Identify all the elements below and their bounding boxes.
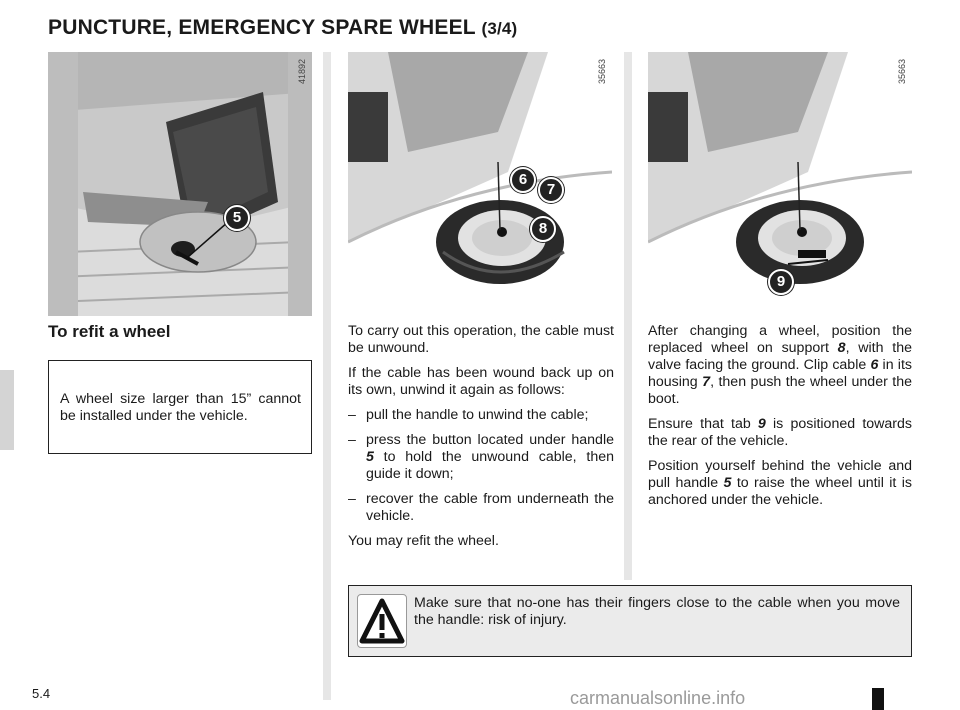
- boot-photo: [48, 52, 312, 316]
- wheel-tab-illustration: [648, 52, 912, 316]
- watermark: carmanualsonline.info: [570, 688, 746, 708]
- image-code-35663-a: 35663: [597, 58, 607, 84]
- middle-column-text: [348, 323, 614, 558]
- step-text: recover the cable from underneath the vehicle.: [366, 491, 614, 524]
- ref-number: 6: [870, 357, 879, 373]
- list-dash: –: [348, 432, 356, 448]
- ref-number: 8: [837, 340, 846, 356]
- column-divider-right: [624, 52, 632, 580]
- ref-number: 5: [723, 475, 732, 491]
- step-text: pull the handle to unwind the cable;: [366, 407, 589, 423]
- section-heading: To refit a wheel: [48, 322, 171, 341]
- refit-paragraph: [648, 323, 912, 408]
- ref-number: 5: [366, 449, 374, 465]
- section-tab-marker: [0, 370, 14, 450]
- step-text-part: to hold the unwound cable, then guide it down;: [366, 449, 614, 482]
- text-part: is positioned towards the rear of the vehicle.: [648, 416, 912, 449]
- text-part: to raise the wheel until it is anchored under the vehicle.: [648, 475, 912, 508]
- page-title: [48, 16, 517, 40]
- page-number: 5.4: [32, 686, 51, 701]
- text-part: Position yourself behind the vehicle and pull handle: [648, 458, 912, 491]
- callout-5: 5: [224, 205, 250, 231]
- step-text-part: press the button located under handle: [366, 432, 614, 448]
- ref-number: 9: [757, 416, 766, 432]
- warning-box: [348, 585, 912, 657]
- column-divider-left: [323, 52, 331, 700]
- list-item: [348, 491, 614, 525]
- text-part: , then push the wheel under the boot.: [648, 374, 912, 407]
- warning-triangle-svg: [358, 595, 406, 647]
- title-suffix: (3/4): [481, 19, 518, 38]
- note-box: [48, 360, 312, 454]
- callout-9: 9: [768, 269, 794, 295]
- text-part: in its housing: [648, 357, 912, 390]
- right-column-text: [648, 323, 912, 517]
- wheel-cable-drawing: [348, 52, 612, 316]
- text-part: Ensure that tab: [648, 416, 758, 432]
- image-code-41892: 41892: [297, 58, 307, 84]
- text-part: After changing a wheel, position the replaced wheel on support: [648, 323, 912, 356]
- image-code-35663-b: 35663: [897, 58, 907, 84]
- wheel-cable-illustration: [348, 52, 612, 316]
- note-text: A wheel size larger than 15” cannot be installed under the vehicle.: [60, 391, 301, 424]
- tab-paragraph: [648, 416, 912, 450]
- callout-7: 7: [538, 177, 564, 203]
- warning-text: Make sure that no-one has their fingers close to the cable when you move the handle: risk of injury.: [414, 595, 900, 628]
- list-item: [348, 432, 614, 483]
- unwind-paragraph: If the cable has been wound back up on its own, unwind it again as follows:: [348, 365, 614, 398]
- step-text: [366, 432, 614, 483]
- list-dash: –: [348, 491, 356, 507]
- ref-number: 7: [702, 374, 711, 390]
- callout-6: 6: [510, 167, 536, 193]
- warning-triangle-icon: [357, 594, 407, 648]
- list-dash: –: [348, 407, 356, 423]
- callout-8: 8: [530, 216, 556, 242]
- list-item: [348, 407, 614, 424]
- boot-illustration: [48, 52, 312, 316]
- closing-paragraph: You may refit the wheel.: [348, 533, 499, 549]
- raise-paragraph: [648, 458, 912, 509]
- text-part: , with the valve facing the ground. Clip cable: [648, 340, 912, 373]
- intro-paragraph: To carry out this operation, the cable must be unwound.: [348, 323, 614, 356]
- page-corner-marker: [872, 688, 884, 710]
- title-main: PUNCTURE, EMERGENCY SPARE WHEEL: [48, 16, 476, 39]
